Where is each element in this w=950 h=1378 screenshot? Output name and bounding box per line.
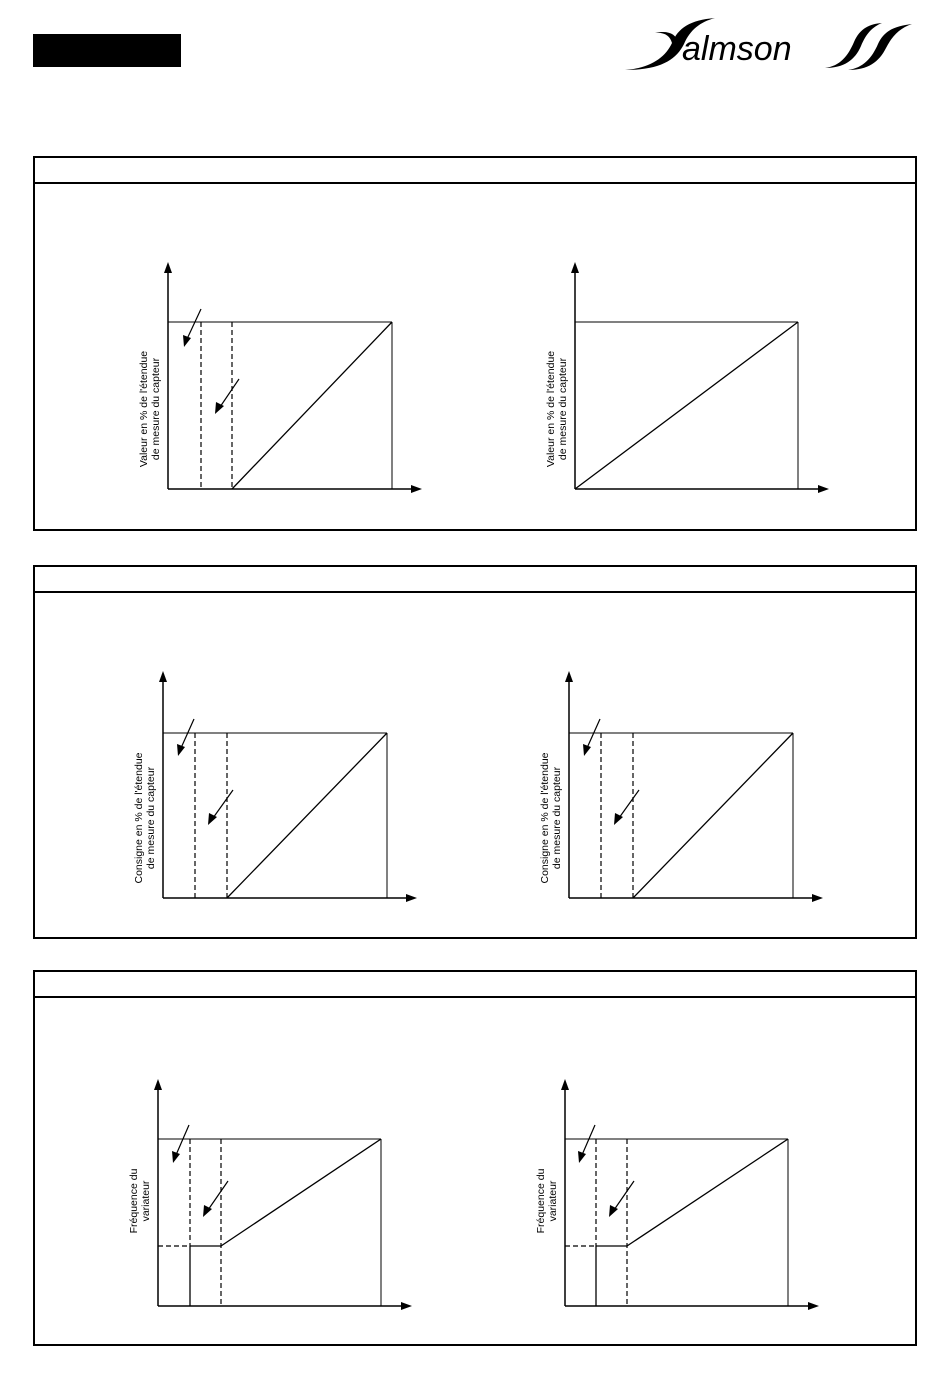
- svg-text:de mesure du capteur: de mesure du capteur: [551, 766, 563, 870]
- svg-text:de mesure du capteur: de mesure du capteur: [150, 357, 162, 461]
- x-axis-arrow: [569, 894, 823, 902]
- response-line: [221, 1139, 381, 1246]
- svg-text:variateur: variateur: [547, 1180, 559, 1222]
- y-axis-arrow: [159, 671, 167, 898]
- y-axis-arrow: [154, 1079, 162, 1306]
- response-line: [227, 733, 387, 898]
- y-axis-arrow: [565, 671, 573, 898]
- svg-text:Fréquence du: Fréquence du: [535, 1168, 547, 1234]
- svg-text:Fréquence du: Fréquence du: [128, 1168, 140, 1234]
- graph-sensor-value-offset: [135, 259, 435, 509]
- y-axis-label: [128, 1168, 152, 1233]
- pointer-arrow-1: [177, 719, 194, 756]
- panel-frequency: [33, 970, 917, 1346]
- response-line: [575, 322, 798, 489]
- y-axis-arrow: [561, 1079, 569, 1306]
- panel-setpoint: [33, 565, 917, 939]
- graph-setpoint-right: [536, 668, 836, 918]
- pointer-arrow-2: [203, 1181, 228, 1217]
- pointer-arrow-1: [578, 1125, 595, 1163]
- response-line: [633, 733, 793, 898]
- response-line: [232, 322, 392, 489]
- y-axis-label: [138, 351, 162, 467]
- header-black-tab: [33, 34, 181, 67]
- panel-header: [35, 158, 915, 184]
- x-axis-arrow: [158, 1302, 412, 1310]
- panel-header: [35, 567, 915, 593]
- panel-sensor-range: [33, 156, 917, 531]
- graph-frequency-right: [532, 1076, 832, 1326]
- panel-header: [35, 972, 915, 998]
- response-line: [627, 1139, 788, 1246]
- svg-text:Valeur en % de l'étendue: Valeur en % de l'étendue: [545, 350, 557, 468]
- y-axis-arrow: [571, 262, 579, 489]
- graph-setpoint-left: [130, 668, 430, 918]
- y-axis-label: [539, 752, 563, 883]
- pointer-arrow-2: [614, 790, 639, 825]
- logo-wordmark: almson: [682, 30, 792, 68]
- pointer-arrow-1: [172, 1125, 189, 1163]
- pointer-arrow-1: [583, 719, 600, 756]
- svg-text:Consigne en % de l'étendue: Consigne en % de l'étendue: [539, 752, 551, 884]
- graph-sensor-value-linear: [542, 259, 842, 509]
- svg-text:Consigne en % de l'étendue: Consigne en % de l'étendue: [133, 752, 145, 884]
- svg-text:de mesure du capteur: de mesure du capteur: [145, 766, 157, 870]
- pointer-arrow-2: [208, 790, 233, 825]
- pointer-arrow-2: [215, 379, 239, 414]
- svg-text:de mesure du capteur: de mesure du capteur: [557, 357, 569, 461]
- x-axis-arrow: [168, 485, 422, 493]
- x-axis-arrow: [163, 894, 417, 902]
- graph-frequency-left: [125, 1076, 425, 1326]
- y-axis-label: [545, 351, 569, 467]
- y-axis-label: [133, 752, 157, 883]
- svg-text:variateur: variateur: [140, 1180, 152, 1222]
- y-axis-label: [535, 1168, 559, 1233]
- svg-text:Valeur en % de l'étendue: Valeur en % de l'étendue: [138, 350, 150, 468]
- x-axis-arrow: [575, 485, 829, 493]
- y-axis-arrow: [164, 262, 172, 489]
- salmson-logo: [620, 8, 920, 78]
- x-axis-arrow: [565, 1302, 819, 1310]
- pointer-arrow-1: [183, 309, 201, 347]
- pointer-arrow-2: [609, 1181, 634, 1217]
